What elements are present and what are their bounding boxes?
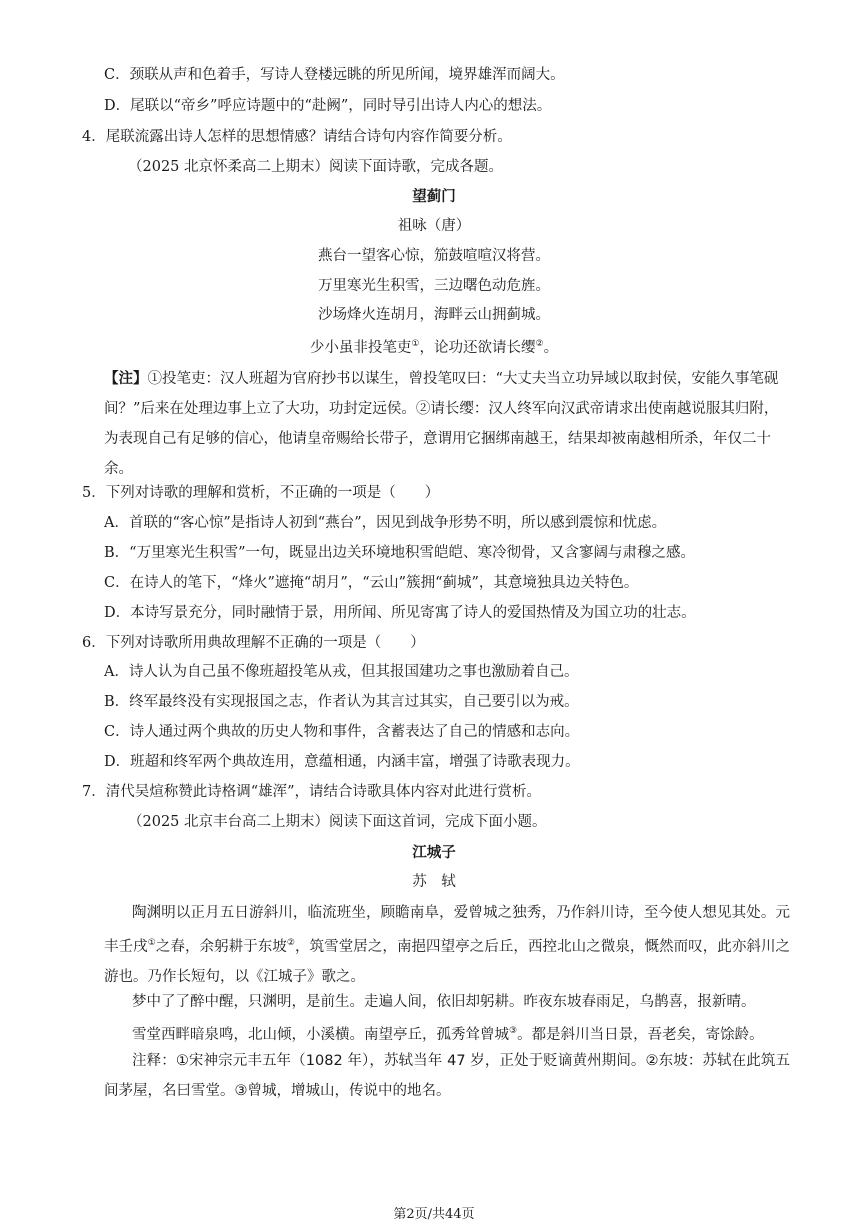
stanza-text: 。都是斜川当日景，吾老矣，寄馀龄。 xyxy=(517,1026,764,1043)
page-number: 第2页/共44页 xyxy=(393,1207,475,1222)
footnote-mark: ② xyxy=(286,938,296,948)
q6-option-b: B．终军最终没有实现报国之志，作者认为其言过其实，自己要引以为戒。 xyxy=(104,694,579,710)
preface-text: 之春，余躬耕于东坡 xyxy=(155,938,287,955)
ci-stanza-1: 梦中了了醉中醒，只渊明，是前生。走遍人间，依旧却躬耕。昨夜东坡春雨足，乌鹊喜，报新晴。 xyxy=(132,994,756,1010)
poem-author: 祖咏（唐） xyxy=(397,218,471,234)
ci-author: 苏 轼 xyxy=(412,874,456,890)
q6-option-a: A．诗人认为自己虽不像班超投笔从戎，但其报国建功之事也激励着自己。 xyxy=(104,664,579,680)
q5-option-b: B．“万里寒光生积雪”一句，既显出边关环境地积雪皑皑、寒冷彻骨，又含寥阔与肃穆之感。 xyxy=(104,545,695,561)
q4-option-c: C．颈联从声和色着手，写诗人登楼远眺的所见所闻，境界雄浑而阔大。 xyxy=(104,67,565,83)
q5-option-a: A．首联的“客心惊”是指诗人初到“燕台”，因见到战争形势不明，所以感到震惊和忧虑。 xyxy=(104,515,667,531)
preface-text: ，筑雪堂居之，南挹四望亭之后丘，西控北山之微泉，慨然而叹，此亦斜川之游也。乃作长短句，以《江城子》歌之。 xyxy=(104,938,791,985)
q4-option-d: D．尾联以“帝乡”呼应诗题中的“赴阙”，同时导引出诗人内心的想法。 xyxy=(104,98,552,114)
footnote-mark: ② xyxy=(535,339,544,349)
q5-option-c: C．在诗人的笔下，“烽火”遮掩“胡月”，“云山”簇拥“蓟城”，其意境独具边关特色。 xyxy=(104,575,639,591)
footnote-mark: ① xyxy=(147,938,156,948)
stanza-text: 雪堂西畔暗泉鸣，北山倾，小溪横。南望亭丘，孤秀耸曾城 xyxy=(132,1026,509,1043)
q6-option-c: C．诗人通过两个典故的历史人物和事件，含蓄表达了自己的情感和志向。 xyxy=(104,724,580,740)
note-text: ①投笔吏：汉人班超为官府抄书以谋生，曾投笔叹曰：“大丈夫当立功异域以取封侯，安能久事笔砚间？”后来在处理边事上立了大功，功封定远侯。②请长缨：汉人终军向汉武帝请求出使南越说服其归附，为表现自己有足够的信心，他请皇帝赐给长带子，意谓用它捆绑南越王，结果却被南越相所杀，年仅二十余。 xyxy=(104,371,779,477)
poem-notes xyxy=(104,364,790,484)
poem-text: 。 xyxy=(543,339,559,356)
poem-line: 沙场烽火连胡月，海畔云山拥蓟城。 xyxy=(318,307,550,323)
question-6: 6．下列对诗歌所用典故理解不正确的一项是（ ） xyxy=(82,635,425,651)
section1-source: （2025 北京怀柔高二上期末）阅读下面诗歌，完成各题。 xyxy=(128,159,504,175)
poem-line-last xyxy=(0,334,868,358)
question-4: 4．尾联流露出诗人怎样的思想情感？请结合诗句内容作简要分析。 xyxy=(82,129,512,145)
ci-stanza-2 xyxy=(132,1021,764,1045)
ci-title: 江城子 xyxy=(412,845,456,861)
footnote-mark: ③ xyxy=(509,1026,518,1036)
poem-text: 少小虽非投笔吏 xyxy=(309,339,412,356)
preface-text: 陶渊明以正月五日游斜川，临流班坐，顾瞻南阜，爱曾城之独秀，乃作斜川诗，至今使人想见其处。元丰壬戌 xyxy=(104,905,790,955)
poem-line: 燕台一望客心惊，笳鼓喧喧汉将营。 xyxy=(318,248,550,264)
poem-line: 万里寒光生积雪，三边曙色动危旌。 xyxy=(318,278,550,294)
note-label: 【注】 xyxy=(104,370,148,387)
section2-source: （2025 北京丰台高二上期末）阅读下面这首词，完成下面小题。 xyxy=(128,814,547,830)
q6-option-d: D．班超和终军两个典故连用，意蕴相通，内涵丰富，增强了诗歌表现力。 xyxy=(104,754,580,770)
poem-title: 望蓟门 xyxy=(412,189,456,205)
question-7: 7．清代吴煊称赞此诗格调“雄浑”，请结合诗歌具体内容对此进行赏析。 xyxy=(82,784,542,800)
q5-option-d: D．本诗写景充分，同时融情于景，用所闻、所见寄寓了诗人的爱国热情及为国立功的壮志。 xyxy=(104,605,696,621)
question-5: 5．下列对诗歌的理解和赏析，不正确的一项是（ ） xyxy=(82,485,440,501)
ci-preface xyxy=(104,898,790,992)
ci-notes: 注释：①宋神宗元丰五年（1082 年），苏轼当年 47 岁，正处于贬谪黄州期间。②东坡：苏轼在此筑五间茅屋，名曰雪堂。③曾城，增城山，传说中的地名。 xyxy=(104,1053,790,1099)
poem-text: ，论功还欲请长缨 xyxy=(419,339,536,356)
footnote-mark: ① xyxy=(411,339,420,349)
